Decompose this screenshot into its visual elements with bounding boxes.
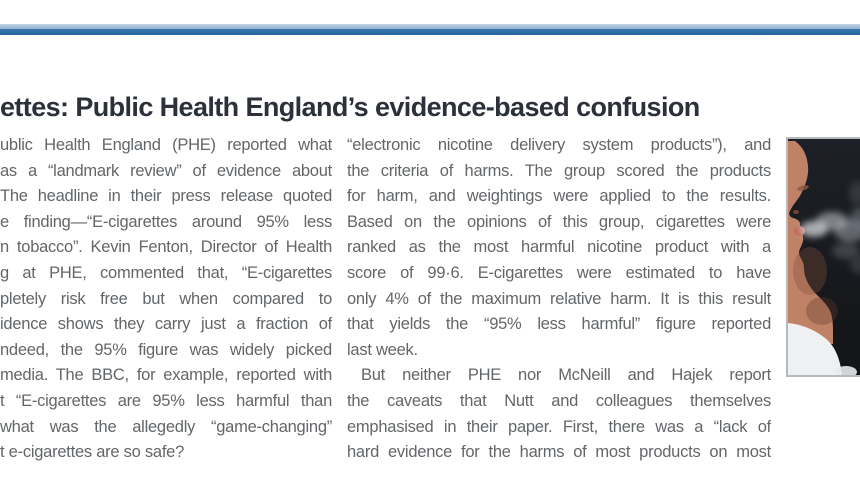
text-line: n tobacco”. Kevin Fenton, Director of Health	[0, 238, 332, 257]
stubble-shading	[793, 247, 827, 295]
text-line: the criteria of harms. The group scored the products	[347, 161, 771, 180]
text-line: g at PHE, commented that, “E-cigarettes	[0, 263, 332, 282]
text-line: The headline in their press release quoted	[0, 187, 332, 206]
text-column-left	[0, 133, 332, 466]
text-column-right	[347, 133, 771, 466]
text-line: t “E-cigarettes are 95% less harmful than	[0, 391, 332, 410]
text-line: ranked as the most harmful nicotine product with a	[347, 238, 771, 257]
text-line: “electronic nicotine delivery system products”), and	[347, 136, 771, 154]
section-rule-dark	[0, 29, 860, 35]
text-line: what was the allegedly “game-changing”	[0, 417, 332, 436]
jaw-shadow	[806, 297, 838, 325]
text-line: But neither PHE nor McNeill and Hajek report	[361, 366, 771, 385]
article-photo	[786, 137, 860, 377]
page-title: ettes: Public Health England’s evidence-based confusion	[0, 92, 700, 123]
text-line: the caveats that Nutt and colleagues themselves	[347, 391, 771, 410]
text-line: ublic Health England (PHE) reported what	[0, 136, 332, 154]
smoking-man-photo-illustration	[788, 139, 860, 375]
text-line: t e-cigarettes are so safe?	[0, 443, 185, 462]
text-line: for harm, and weightings were applied to the results.	[347, 187, 771, 206]
text-line: idence shows they carry just a fraction of	[0, 315, 332, 334]
text-line: Based on the opinions of this group, cigarettes were	[347, 212, 771, 231]
text-line: as a “landmark review” of evidence about	[0, 161, 332, 180]
text-line: ndeed, the 95% figure was widely picked	[0, 340, 332, 359]
text-line: media. The BBC, for example, reported with	[0, 366, 332, 385]
text-line: pletely risk free but when compared to	[0, 289, 332, 308]
text-line: score of 99·6. E-cigarettes were estimated to have	[347, 263, 771, 282]
text-line: emphasised in their paper. First, there was a “lack of	[347, 417, 771, 436]
nostril	[793, 210, 799, 214]
text-line: hard evidence for the harms of most products on most	[347, 443, 771, 462]
text-line: only 4% of the maximum relative harm. It is this result	[347, 289, 771, 308]
text-line: e finding—“E-cigarettes around 95% less	[0, 212, 332, 231]
text-line: last week.	[347, 340, 418, 359]
text-line: that yields the “95% less harmful” figure reported	[347, 315, 771, 334]
